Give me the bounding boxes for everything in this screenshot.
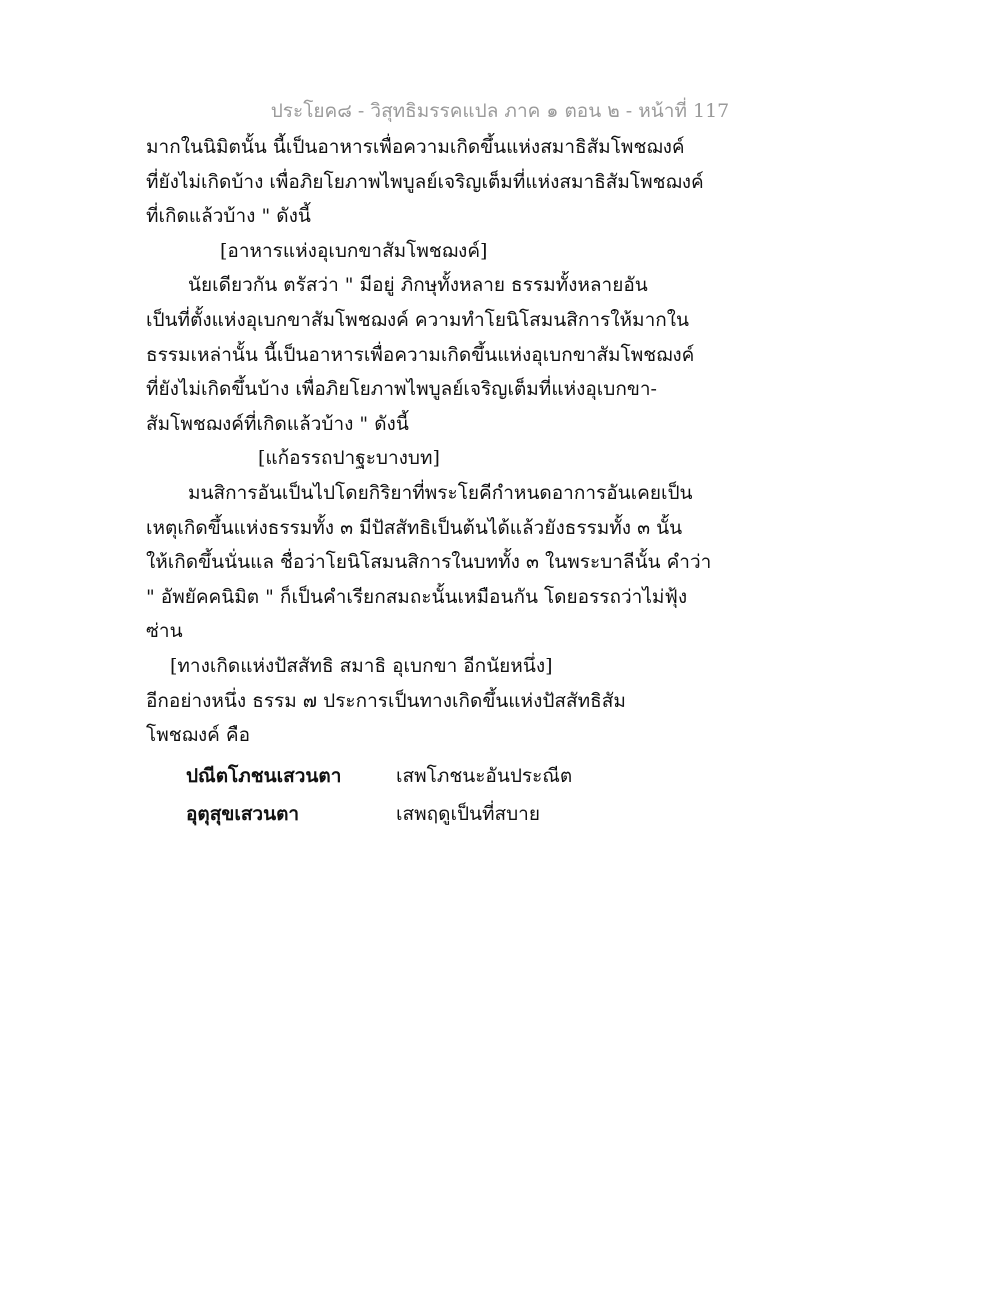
text-line: นัยเดียวกัน ตรัสว่า " มีอยู่ ภิกษุทั้งหลาย ธรรมทั้งหลายอัน [188,274,648,297]
section-heading: [ทางเกิดแห่งปัสสัทธิ สมาธิ อุเบกขา อีกนัยหนึ่ง] [170,654,553,677]
definition-row [146,795,666,833]
page-body [146,130,712,833]
text-line: ที่ยังไม่เกิดขึ้นบ้าง เพื่อภิยโยภาพไพบูลย์เจริญเต็มที่แห่งอุเบกขา- [146,378,657,401]
page-header: ประโยค๘ - วิสุทธิมรรคแปล ภาค ๑ ตอน ๒ - หน้าที่ 117 [270,100,730,122]
text-line: โพชฌงค์ คือ [146,724,251,747]
text-line: เหตุเกิดขึ้นแห่งธรรมทั้ง ๓ มีปัสสัทธิเป็นต้นได้แล้วยังธรรมทั้ง ๓ นั้น [146,516,683,539]
text-line: ที่เกิดแล้วบ้าง " ดังนี้ [146,205,311,228]
text-line: ให้เกิดขึ้นนั่นแล ชื่อว่าโยนิโสมนสิการในบททั้ง ๓ ในพระบาลีนั้น คำว่า [146,551,712,574]
definition-term: อุตุสุขเสวนตา [186,802,300,825]
definition-list [146,757,666,833]
definition-term: ปณีตโภชนเสวนตา [186,764,342,787]
text-line: " อัพยัคคนิมิต " ก็เป็นคำเรียกสมถะนั้นเหมือนกัน โดยอรรถว่าไม่ฟุ้ง [146,585,688,608]
text-line: ซ่าน [146,620,183,643]
definition-row [146,757,666,795]
text-line: อีกอย่างหนึ่ง ธรรม ๗ ประการเป็นทางเกิดขึ้นแห่งปัสสัทธิสัม [146,689,626,712]
definition-meaning: เสพฤดูเป็นที่สบาย [396,802,540,825]
section-heading: [แก้อรรถปาฐะบางบท] [258,447,440,470]
section-heading: [อาหารแห่งอุเบกขาสัมโพชฌงค์] [220,239,488,262]
text-line: มนสิการอันเป็นไปโดยกิริยาที่พระโยคีกำหนดอาการอันเคยเป็น [188,481,693,504]
text-line: ธรรมเหล่านั้น นี้เป็นอาหารเพื่อความเกิดขึ้นแห่งอุเบกขาสัมโพชฌงค์ [146,343,695,366]
text-line: ที่ยังไม่เกิดบ้าง เพื่อภิยโยภาพไพบูลย์เจริญเต็มที่แห่งสมาธิสัมโพชฌงค์ [146,170,704,193]
text-line: เป็นที่ตั้งแห่งอุเบกขาสัมโพชฌงค์ ความทำโยนิโสมนสิการให้มากใน [146,308,690,331]
text-line: สัมโพชฌงค์ที่เกิดแล้วบ้าง " ดังนี้ [146,412,409,435]
text-line: มากในนิมิตนั้น นี้เป็นอาหารเพื่อความเกิดขึ้นแห่งสมาธิสัมโพชฌงค์ [146,136,685,158]
definition-meaning: เสพโภชนะอันประณีต [396,764,573,787]
